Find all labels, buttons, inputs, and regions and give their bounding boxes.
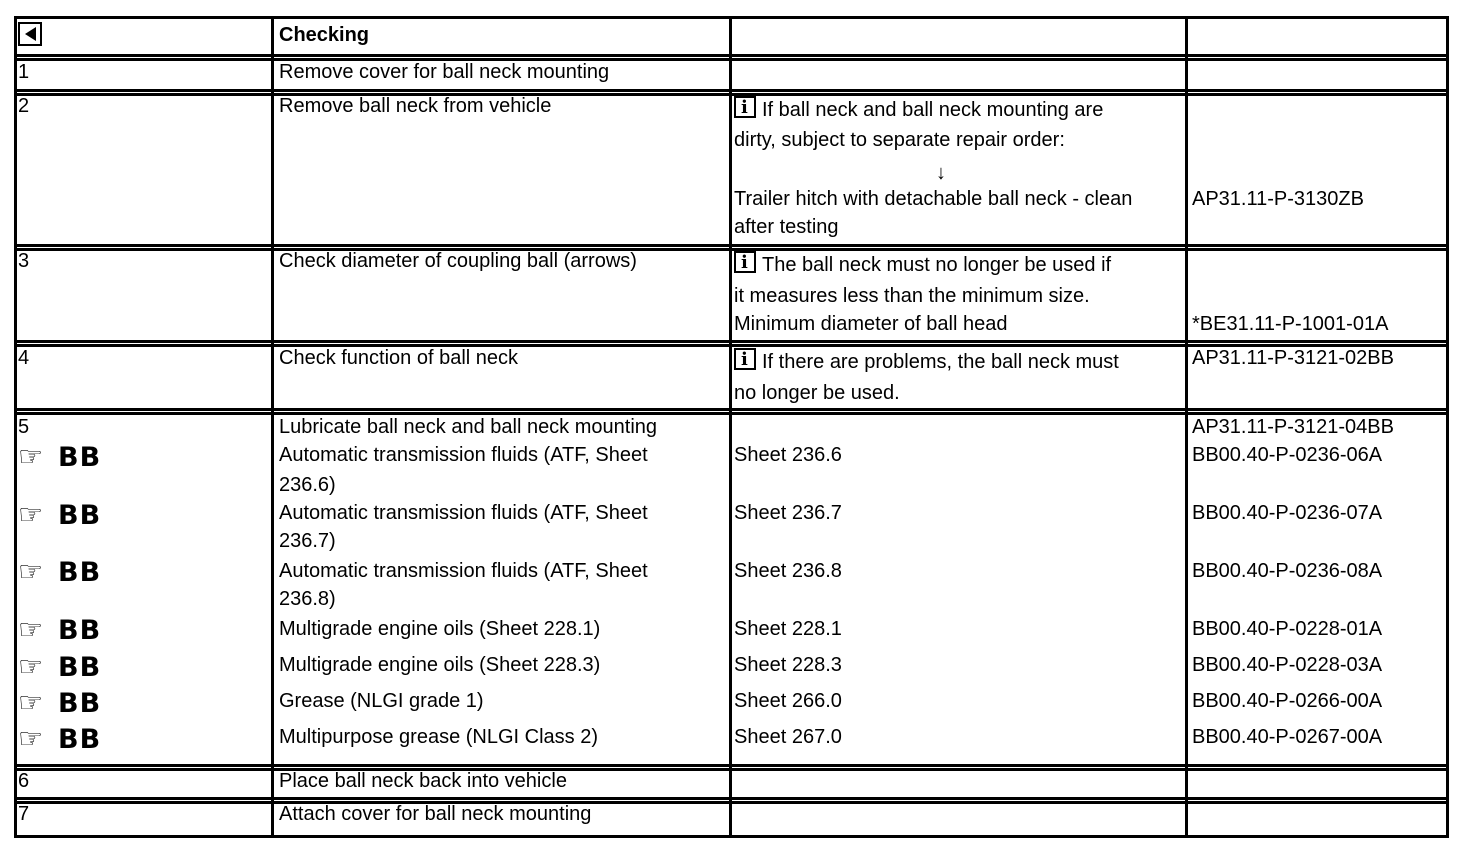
step-number: 7 bbox=[18, 803, 30, 825]
info-note bbox=[734, 251, 1111, 279]
section-title: Checking bbox=[279, 24, 370, 46]
pointing-hand-icon: ☞ bbox=[18, 613, 44, 646]
reference-link[interactable]: AP31.11-P-3121-02BB bbox=[1192, 347, 1394, 369]
bb-reference[interactable]: ☞ BB bbox=[18, 440, 102, 473]
lubricant-name: Multigrade engine oils (Sheet 228.1) bbox=[279, 618, 601, 640]
lubricant-sheet: Sheet 266.0 bbox=[734, 690, 842, 712]
lubricant-sheet: Sheet 236.7 bbox=[734, 502, 842, 524]
back-arrow-icon[interactable] bbox=[18, 22, 42, 46]
reference-link[interactable]: *BE31.11-P-1001-01A bbox=[1192, 313, 1389, 335]
pointing-hand-icon: ☞ bbox=[18, 722, 44, 755]
pointing-hand-icon: ☞ bbox=[18, 555, 44, 588]
lubricant-name: Automatic transmission fluids (ATF, Sheet bbox=[279, 560, 648, 582]
step-text: Remove cover for ball neck mounting bbox=[279, 61, 610, 83]
lubricant-name: Automatic transmission fluids (ATF, Sheet bbox=[279, 444, 648, 466]
table-rule bbox=[1185, 16, 1188, 838]
lubricant-sheet: Sheet 228.3 bbox=[734, 654, 842, 676]
note-line: dirty, subject to separate repair order: bbox=[734, 129, 1065, 151]
table-rule bbox=[14, 16, 17, 838]
lubricant-name: 236.7) bbox=[279, 530, 336, 552]
reference-text: Trailer hitch with detachable ball neck - clean bbox=[734, 188, 1133, 210]
step-text: Place ball neck back into vehicle bbox=[279, 770, 567, 792]
lubricant-name: 236.6) bbox=[279, 474, 336, 496]
reference-link[interactable]: AP31.11-P-3130ZB bbox=[1192, 188, 1364, 210]
lubricant-name: Automatic transmission fluids (ATF, Sheet bbox=[279, 502, 648, 524]
info-icon bbox=[734, 251, 756, 273]
note-line: no longer be used. bbox=[734, 382, 900, 404]
reference-link[interactable]: BB00.40-P-0228-03A bbox=[1192, 654, 1383, 676]
table-rule bbox=[1446, 16, 1449, 838]
note-line: The ball neck must no longer be used if bbox=[762, 254, 1112, 276]
bb-reference[interactable]: ☞ BB bbox=[18, 686, 102, 719]
bb-reference[interactable]: ☞ BB bbox=[18, 498, 102, 531]
reference-link[interactable]: BB00.40-P-0228-01A bbox=[1192, 618, 1383, 640]
lubricant-sheet: Sheet 236.6 bbox=[734, 444, 842, 466]
bb-reference[interactable]: ☞ BB bbox=[18, 613, 102, 646]
pointing-hand-icon: ☞ bbox=[18, 650, 44, 683]
step-text: Remove ball neck from vehicle bbox=[279, 95, 552, 117]
table-rule bbox=[271, 16, 274, 838]
pointing-hand-icon: ☞ bbox=[18, 440, 44, 473]
lubricant-name: 236.8) bbox=[279, 588, 336, 610]
reference-link[interactable]: BB00.40-P-0236-08A bbox=[1192, 560, 1383, 582]
step-text: Check diameter of coupling ball (arrows) bbox=[279, 250, 637, 272]
step-number: 6 bbox=[18, 770, 30, 792]
table-rule bbox=[729, 16, 732, 838]
step-number: 1 bbox=[18, 61, 30, 83]
down-arrow-icon: ↓ bbox=[936, 162, 946, 184]
info-icon bbox=[734, 96, 756, 118]
bb-reference[interactable]: ☞ BB bbox=[18, 555, 102, 588]
pointing-hand-icon: ☞ bbox=[18, 686, 44, 719]
note-line: it measures less than the minimum size. bbox=[734, 285, 1090, 307]
step-text: Lubricate ball neck and ball neck mounting bbox=[279, 416, 658, 438]
step-number: 2 bbox=[18, 95, 30, 117]
bb-reference[interactable]: ☞ BB bbox=[18, 650, 102, 683]
step-number: 4 bbox=[18, 347, 30, 369]
step-text: Attach cover for ball neck mounting bbox=[279, 803, 592, 825]
reference-link[interactable]: BB00.40-P-0236-07A bbox=[1192, 502, 1383, 524]
pointing-hand-icon: ☞ bbox=[18, 498, 44, 531]
info-note bbox=[734, 96, 1103, 124]
reference-link[interactable]: BB00.40-P-0266-00A bbox=[1192, 690, 1383, 712]
lubricant-sheet: Sheet 228.1 bbox=[734, 618, 842, 640]
step-number: 3 bbox=[18, 250, 30, 272]
lubricant-name: Multipurpose grease (NLGI Class 2) bbox=[279, 726, 599, 748]
note-line: Minimum diameter of ball head bbox=[734, 313, 1008, 335]
info-icon bbox=[734, 348, 756, 370]
reference-link[interactable]: AP31.11-P-3121-04BB bbox=[1192, 416, 1394, 438]
lubricant-sheet: Sheet 267.0 bbox=[734, 726, 842, 748]
reference-link[interactable]: BB00.40-P-0267-00A bbox=[1192, 726, 1383, 748]
lubricant-name: Multigrade engine oils (Sheet 228.3) bbox=[279, 654, 601, 676]
bb-reference[interactable]: ☞ BB bbox=[18, 722, 102, 755]
lubricant-name: Grease (NLGI grade 1) bbox=[279, 690, 484, 712]
info-note bbox=[734, 348, 1119, 376]
step-number: 5 bbox=[18, 416, 30, 438]
lubricant-sheet: Sheet 236.8 bbox=[734, 560, 842, 582]
reference-text: after testing bbox=[734, 216, 839, 238]
note-line: If there are problems, the ball neck must bbox=[762, 351, 1119, 373]
reference-link[interactable]: BB00.40-P-0236-06A bbox=[1192, 444, 1383, 466]
step-text: Check function of ball neck bbox=[279, 347, 519, 369]
note-line: If ball neck and ball neck mounting are bbox=[762, 99, 1104, 121]
